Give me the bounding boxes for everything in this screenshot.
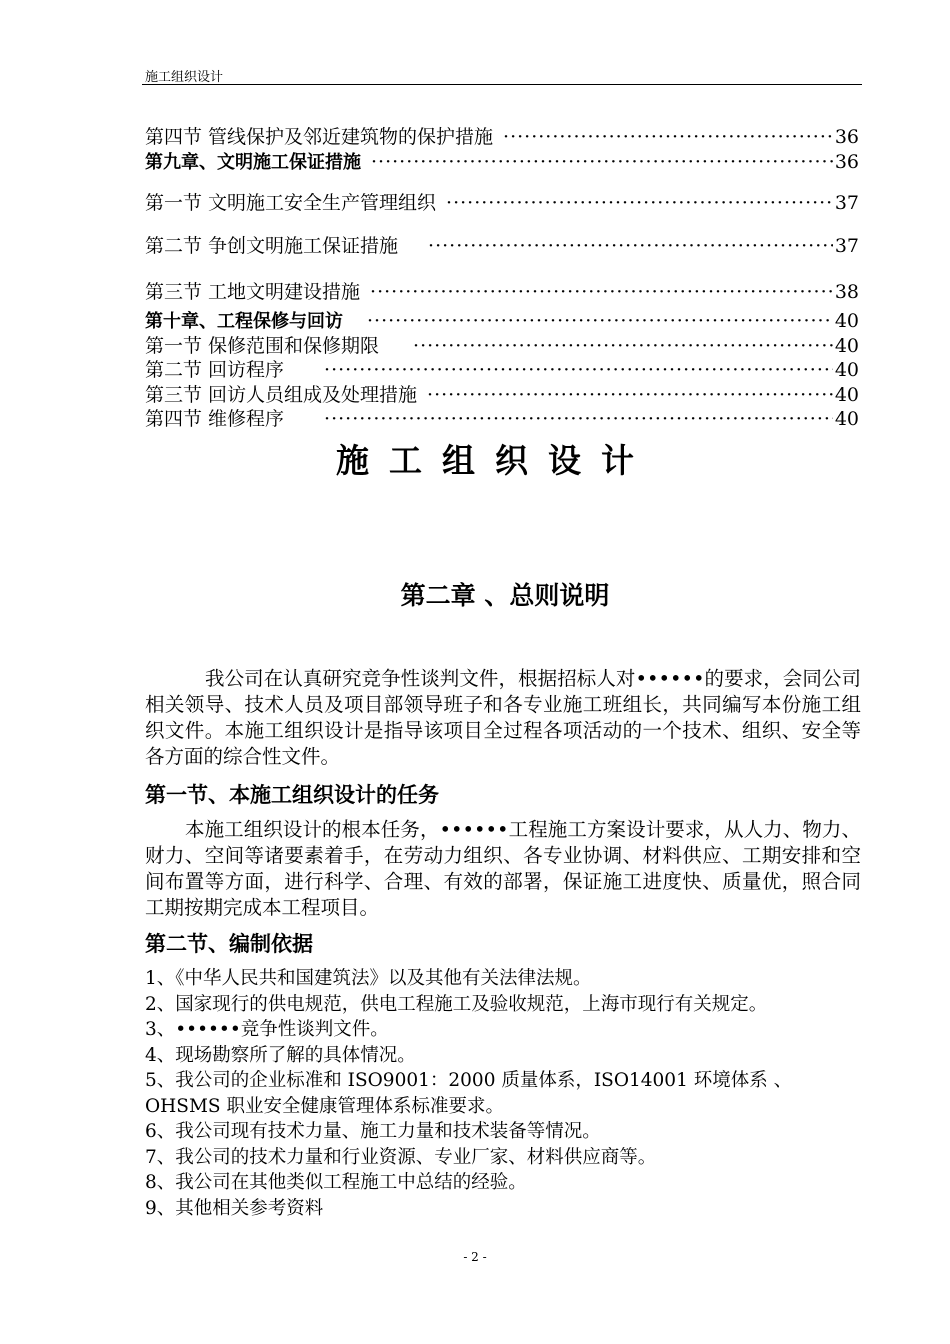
list-item: 7、我公司的技术力量和行业资源、专业厂家、材料供应商等。 bbox=[145, 1146, 657, 1168]
toc-entry-page: 40 bbox=[834, 384, 859, 406]
toc-entry-page: 36 bbox=[834, 126, 859, 148]
toc-entry-label: 第三节 回访人员组成及处理措施 bbox=[145, 384, 418, 406]
toc-entry[interactable] bbox=[145, 151, 859, 174]
list-item: 1、《中华人民共和国建筑法》以及其他有关法律法规。 bbox=[145, 968, 592, 989]
toc-leader bbox=[324, 408, 833, 430]
section-heading: 第二节、编制依据 bbox=[145, 932, 313, 956]
toc-entry[interactable] bbox=[145, 126, 859, 148]
toc-entry-label: 第一节 文明施工安全生产管理组织 bbox=[145, 192, 437, 214]
toc-entry-page: 40 bbox=[834, 335, 859, 357]
toc-leader bbox=[503, 126, 833, 148]
toc-entry-label: 第十章、工程保修与回访 bbox=[145, 311, 343, 332]
section-paragraph: 本施工组织设计的根本任务，••••••工程施工方案设计要求，从人力、物力、财力、空间等诸要素着手，在劳动力组织、各专业协调、材料供应、工期安排和空间布置等方面，进行科学、合理、有效的部署，保证施工进度快、质量优，照合同工期按期完成本工程项目。 bbox=[145, 818, 861, 919]
toc-leader bbox=[428, 235, 833, 257]
toc-entry[interactable] bbox=[145, 408, 859, 430]
toc-entry[interactable] bbox=[145, 235, 859, 257]
toc-entry-page: 37 bbox=[834, 235, 859, 257]
toc-leader bbox=[413, 335, 833, 357]
list-item: 2、国家现行的供电规范，供电工程施工及验收规范，上海市现行有关规定。 bbox=[145, 993, 768, 1015]
toc-entry[interactable] bbox=[145, 359, 859, 381]
toc-entry-page: 36 bbox=[834, 151, 859, 173]
toc-leader bbox=[324, 359, 833, 381]
toc-entry-page: 40 bbox=[834, 310, 859, 332]
toc-entry[interactable] bbox=[145, 281, 859, 303]
toc-leader bbox=[371, 151, 833, 173]
list-item: 9、其他相关参考资料 bbox=[145, 1197, 324, 1219]
chapter-title: 第二章 、总则说明 bbox=[400, 581, 610, 610]
page-number: - 2 - bbox=[463, 1250, 487, 1264]
toc-entry-page: 40 bbox=[834, 408, 859, 430]
list-item: 4、现场勘察所了解的具体情况。 bbox=[145, 1044, 416, 1066]
toc-leader bbox=[427, 384, 833, 406]
list-item: OHSMS 职业安全健康管理体系标准要求。 bbox=[145, 1095, 504, 1117]
toc-entry-label: 第九章、文明施工保证措施 bbox=[145, 152, 361, 173]
page-header-title: 施工组织设计 bbox=[145, 70, 224, 85]
toc-leader bbox=[446, 192, 833, 214]
document-title: 施工组织设计 bbox=[336, 441, 654, 480]
toc-leader bbox=[370, 281, 833, 303]
toc-leader bbox=[367, 310, 833, 332]
list-item: 6、我公司现有技术力量、施工力量和技术装备等情况。 bbox=[145, 1121, 601, 1142]
toc-entry[interactable] bbox=[145, 192, 859, 214]
toc-entry[interactable] bbox=[145, 335, 859, 357]
toc-entry-label: 第二节 争创文明施工保证措施 bbox=[145, 235, 399, 257]
toc-entry-label: 第四节 管线保护及邻近建筑物的保护措施 bbox=[145, 126, 494, 148]
list-item: 5、我公司的企业标准和 ISO9001：2000 质量体系，ISO14001 环境体系 、 bbox=[145, 1070, 793, 1091]
intro-paragraph: 我公司在认真研究竞争性谈判文件，根据招标人对••••••的要求，会同公司相关领导、技术人员及项目部领导班子和各专业施工班组长，共同编写本份施工组织文件。本施工组织设计是指导该项目全过程各项活动的一个技术、组织、安全等各方面的综合性文件。 bbox=[145, 667, 861, 768]
list-item: 8、我公司在其他类似工程施工中总结的经验。 bbox=[145, 1172, 527, 1193]
toc-entry[interactable] bbox=[145, 310, 859, 333]
toc-entry-page: 37 bbox=[834, 192, 859, 214]
section-heading: 第一节、本施工组织设计的任务 bbox=[145, 783, 439, 807]
toc-entry-label: 第四节 维修程序 bbox=[145, 408, 285, 430]
toc-entry-page: 40 bbox=[834, 359, 859, 381]
toc-entry-label: 第三节 工地文明建设措施 bbox=[145, 281, 361, 303]
toc-entry-label: 第二节 回访程序 bbox=[145, 359, 285, 381]
header-rule bbox=[142, 84, 862, 85]
list-item: 3、••••••竞争性谈判文件。 bbox=[145, 1019, 389, 1040]
toc-entry[interactable] bbox=[145, 384, 859, 406]
toc-entry-page: 38 bbox=[834, 281, 859, 303]
toc-entry-label: 第一节 保修范围和保修期限 bbox=[145, 335, 380, 357]
basis-list bbox=[145, 966, 861, 1221]
